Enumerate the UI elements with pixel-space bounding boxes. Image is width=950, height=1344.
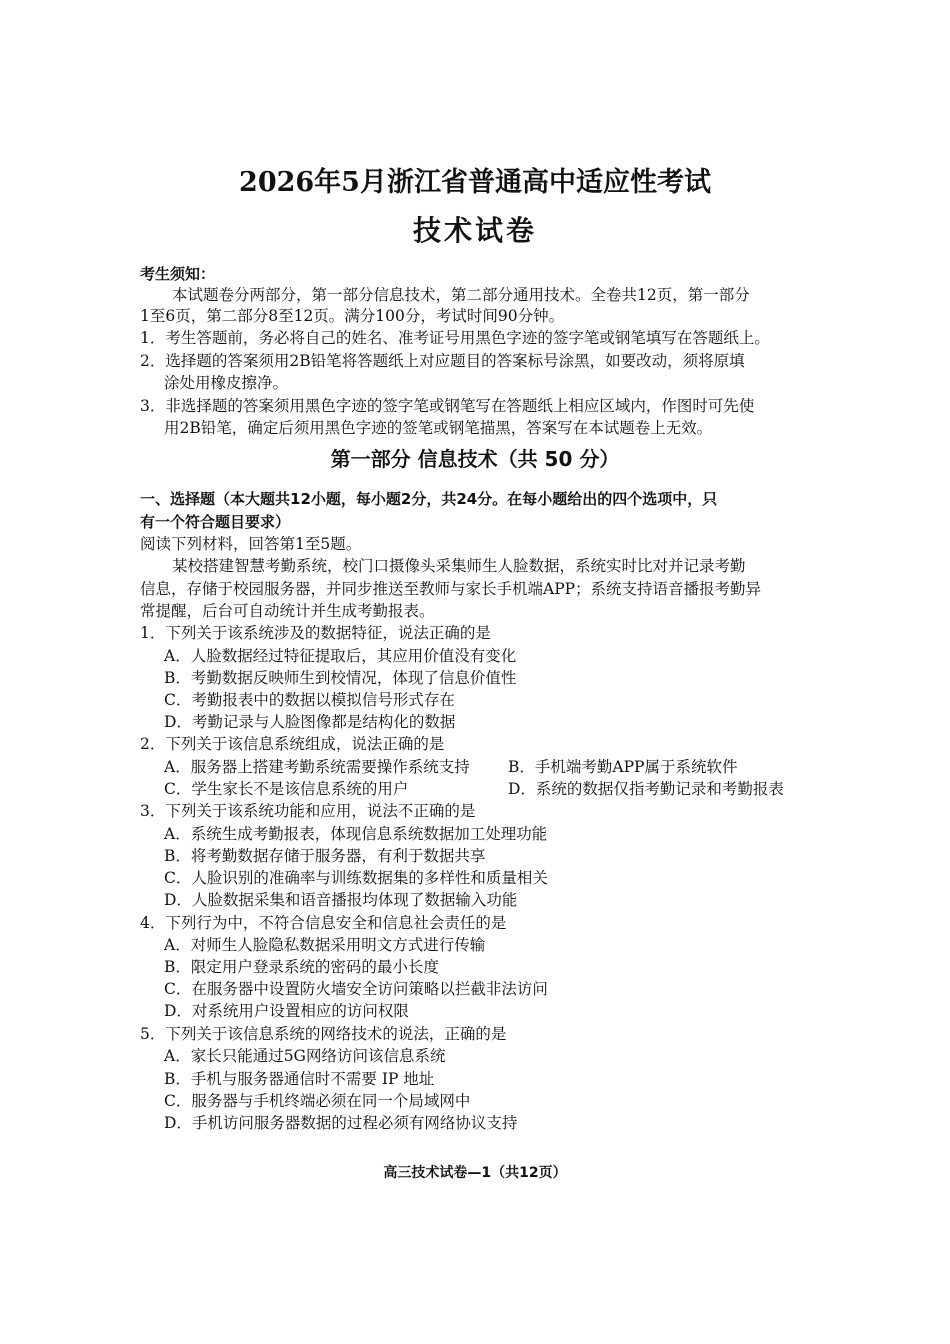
material-line-1: 某校搭建智慧考勤系统，校门口摄像头采集师生人脸数据，系统实时比对并记录考勤 (172, 557, 746, 575)
question-3-option-d: D．人脸数据采集和语音播报均体现了数据输入功能 (164, 891, 518, 909)
part1-heading-line-2: 有一个符合题目要求） (140, 513, 291, 531)
question-1-option-b: B．考勤数据反映师生到校情况，体现了信息价值性 (164, 669, 517, 687)
question-1-option-c: C．考勤报表中的数据以模拟信号形式存在 (164, 691, 455, 709)
question-2-option-d: D．系统的数据仅指考勤记录和考勤报表 (508, 780, 784, 798)
question-5-option-c: C．服务器与手机终端必须在同一个局域网中 (164, 1092, 471, 1110)
page-footer: 高三技术试卷—1（共12页） (383, 1165, 567, 1181)
material-line-2: 信息，存储于校园服务器，并同步推送至教师与家长手机端APP；系统支持语音播报考勤异 (140, 580, 762, 598)
material-line-3: 常提醒，后台可自动统计并生成考勤报表。 (140, 602, 435, 620)
question-4-option-d: D．对系统用户设置相应的访问权限 (164, 1002, 409, 1020)
question-2-option-a: A．服务器上搭建考勤系统需要操作系统支持 (164, 758, 470, 776)
question-4-option-c: C．在服务器中设置防火墙安全访问策略以拦截非法访问 (164, 980, 548, 998)
notice-item-2-line-2: 涂处用橡皮擦净。 (164, 374, 289, 392)
question-2-option-c: C．学生家长不是该信息系统的用户 (164, 780, 409, 798)
section-title: 第一部分 信息技术（共 50 分） (330, 447, 620, 471)
question-4-option-b: B．限定用户登录系统的密码的最小长度 (164, 958, 439, 976)
question-4-stem: 4．下列行为中，不符合信息安全和信息社会责任的是 (140, 914, 507, 932)
exam-subtitle: 技术试卷 (412, 214, 537, 247)
question-3-option-c: C．人脸识别的准确率与训练数据集的多样性和质量相关 (164, 869, 548, 887)
question-1-option-a: A．人脸数据经过特征提取后，其应用价值没有变化 (164, 647, 517, 665)
question-3-option-a: A．系统生成考勤报表，体现信息系统数据加工处理功能 (164, 825, 548, 843)
question-5-stem: 5．下列关于该信息系统的网络技术的说法，正确的是 (140, 1025, 507, 1043)
read-prompt: 阅读下列材料，回答第1至5题。 (140, 535, 362, 553)
notice-intro-line-1: 本试题卷分两部分，第一部分信息技术，第二部分通用技术。全卷共12页，第一部分 (172, 286, 750, 304)
question-3-stem: 3．下列关于该系统功能和应用，说法不正确的是 (140, 802, 476, 820)
question-1-option-d: D．考勤记录与人脸图像都是结构化的数据 (164, 713, 456, 731)
question-1-stem: 1．下列关于该系统涉及的数据特征，说法正确的是 (140, 624, 491, 642)
notice-item-3-line-2: 用2B铅笔，确定后须用黑色字迹的签笔或钢笔描黑，答案写在本试题卷上无效。 (164, 419, 713, 437)
notice-heading: 考生须知： (140, 265, 216, 283)
question-4-option-a: A．对师生人脸隐私数据采用明文方式进行传输 (164, 936, 486, 954)
question-5-option-d: D．手机访问服务器数据的过程必须有网络协议支持 (164, 1114, 518, 1132)
notice-item-3-line-1: 3．非选择题的答案须用黑色字迹的签字笔或钢笔写在答题纸上相应区域内，作图时可先使 (140, 397, 755, 415)
part1-heading-line-1: 一、选择题（本大题共12小题，每小题2分，共24分。在每小题给出的四个选项中，只 (140, 490, 718, 508)
question-2-stem: 2．下列关于该信息系统组成，说法正确的是 (140, 735, 445, 753)
notice-intro-line-2: 1至6页，第二部分8至12页。满分100分，考试时间90分钟。 (140, 307, 565, 325)
question-5-option-a: A．家长只能通过5G网络访问该信息系统 (164, 1047, 446, 1065)
exam-title: 2026年5月浙江省普通高中适应性考试 (239, 167, 711, 198)
question-5-option-b: B．手机与服务器通信时不需要 IP 地址 (164, 1070, 435, 1088)
notice-item-1: 1．考生答题前，务必将自己的姓名、准考证号用黑色字迹的签字笔或钢笔填写在答题纸上。 (140, 329, 770, 347)
notice-item-2-line-1: 2．选择题的答案须用2B铅笔将答题纸上对应题目的答案标号涂黑，如要改动，须将原填 (140, 352, 745, 370)
question-3-option-b: B．将考勤数据存储于服务器，有利于数据共享 (164, 847, 486, 865)
question-2-option-b: B．手机端考勤APP属于系统软件 (508, 758, 738, 776)
